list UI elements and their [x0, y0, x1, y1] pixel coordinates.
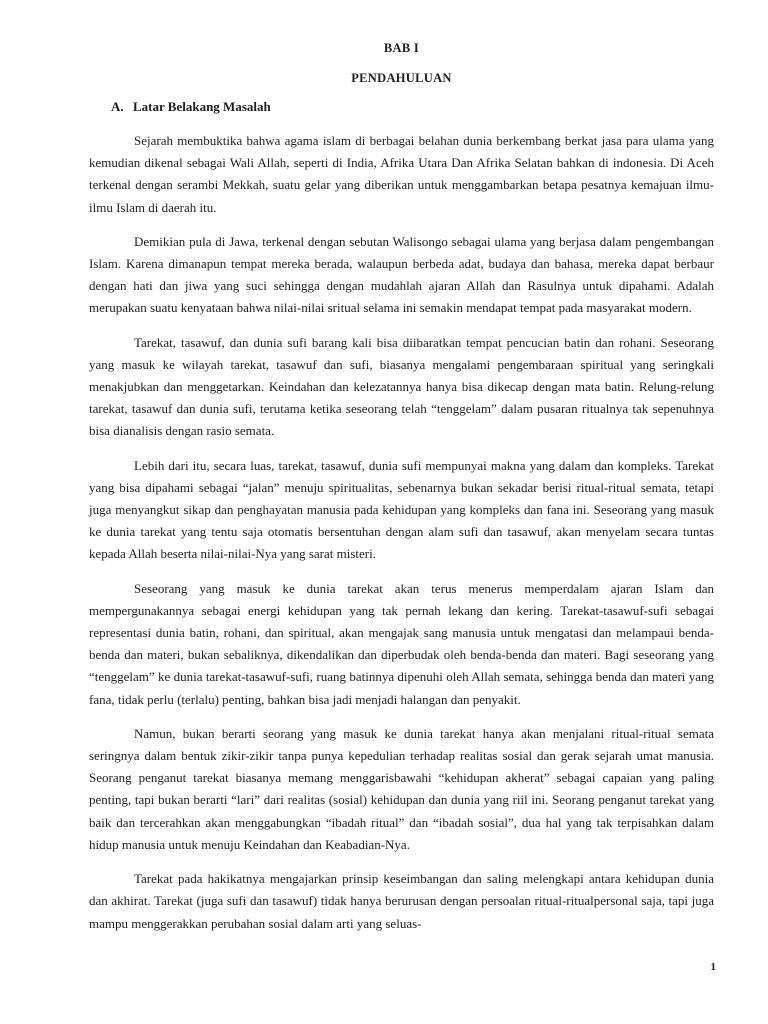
section-title: Latar Belakang Masalah: [133, 99, 271, 114]
section-number: A.: [111, 99, 124, 114]
paragraph: Namun, bukan berarti seorang yang masuk ke dunia tarekat hanya akan menjalani ritual-ritual semata seringnya dalam bentuk zikir-zikir tanpa punya kepedulian terhadap realitas sosial dan gerak sejarah umat manusia. Seorang penganut tarekat biasanya memang menggarisbawahi “kehidupan akherat” sebagai capaian yang paling penting, tapi bukan berarti “lari” dari realitas (sosial) kehidupan dan dunia yang riil ini. Seorang penganut tarekat yang baik dan tercerahkan akan menggabungkan “ibadah ritual” dan “ibadah sosial”, dua hal yang tak terpisahkan dalam hidup manusia untuk menuju Keindahan dan Keabadian-Nya.: [89, 725, 714, 852]
paragraph: Lebih dari itu, secara luas, tarekat, tasawuf, dunia sufi mempunyai makna yang dalam dan kompleks. Tarekat yang bisa dipahami sebagai “jalan” menuju spiritualitas, sebenarnya bukan sekadar berisi ritual-ritual semata, tetapi juga menyangkut sikap dan penghayatan manusia pada kehidupan yang kompleks dan fana ini. Seseorang yang masuk ke dunia tarekat yang tentu saja otomatis bersentuhan dengan alam sufi dan tasawuf, akan menyelam secara tuntas kepada Allah beserta nilai-nilai-Nya yang sarat misteri.: [89, 457, 714, 562]
paragraph: Demikian pula di Jawa, terkenal dengan sebutan Walisongo sebagai ulama yang berjasa dalam pengembangan Islam. Karena dimanapun tempat mereka berada, walaupun berbeda adat, budaya dan bahasa, mereka dapat berbaur dengan hati dan jiwa yang suci sehingga dengan mudahlah ajaran Allah dan Rasulnya untuk dipahami. Adalah merupakan suatu kenyataan bahwa nilai-nilai sritual selama ini semakin mendapat tempat pada masyarakat modern.: [89, 233, 714, 316]
chapter-title: BAB I: [383, 41, 420, 55]
section-heading: [111, 99, 271, 115]
page-number: 1: [710, 961, 716, 973]
paragraph: Seseorang yang masuk ke dunia tarekat akan terus menerus memperdalam ajaran Islam dan mempergunakannya sebagai energi kehidupan yang tak pernah lekang dan kering. Tarekat-tasawuf-sufi sebagai representasi dunia batin, rohani, dan spiritual, akan mengajak sang manusia untuk mengatasi dan melampaui benda-benda dan materi, bukan sebaliknya, dikendalikan dan diperbudak oleh benda-benda dan materi. Bagi seseorang yang “tenggelam” ke dunia tarekat-tasawuf-sufi, ruang batinnya dipenuhi oleh Allah semata, sehingga benda dan materi yang fana, tidak perlu (terlalu) penting, bahkan bisa jadi menjadi halangan dan penyakit.: [89, 580, 714, 707]
paragraph: Tarekat, tasawuf, dan dunia sufi barang kali bisa diibaratkan tempat pencucian batin dan rohani. Seseorang yang masuk ke wilayah tarekat, tasawuf dan sufi, biasanya mengalami pengembaraan spiritual yang seringkali menakjubkan dan menggetarkan. Keindahan dan kelezatannya hanya bisa dikecap dengan mata batin. Relung-relung tarekat, tasawuf dan dunia sufi, terutama ketika seseorang telah “tenggelam” dalam pusaran ritualnya tak sepenuhnya bisa dianalisis dengan rasio semata.: [89, 334, 714, 439]
paragraph: Tarekat pada hakikatnya mengajarkan prinsip keseimbangan dan saling melengkapi antara kehidupan dunia dan akhirat. Tarekat (juga sufi dan tasawuf) tidak hanya berurusan dengan persoalan ritual-ritualpersonal saja, tapi juga mampu menggerakkan perubahan sosial dalam arti yang seluas-: [89, 871, 714, 931]
paragraph: Sejarah membuktika bahwa agama islam di berbagai belahan dunia berkembang berkat jasa para ulama yang kemudian dikenal sebagai Wali Allah, seperti di India, Afrika Utara Dan Afrika Selatan bahkan di indonesia. Di Aceh terkenal dengan serambi Mekkah, suatu gelar yang diberikan untuk menggambarkan betapa pesatnya kemajuan ilmu-ilmu Islam di daerah itu.: [89, 133, 714, 215]
chapter-subtitle: PENDAHULUAN: [351, 71, 452, 85]
body-text: [89, 130, 714, 947]
